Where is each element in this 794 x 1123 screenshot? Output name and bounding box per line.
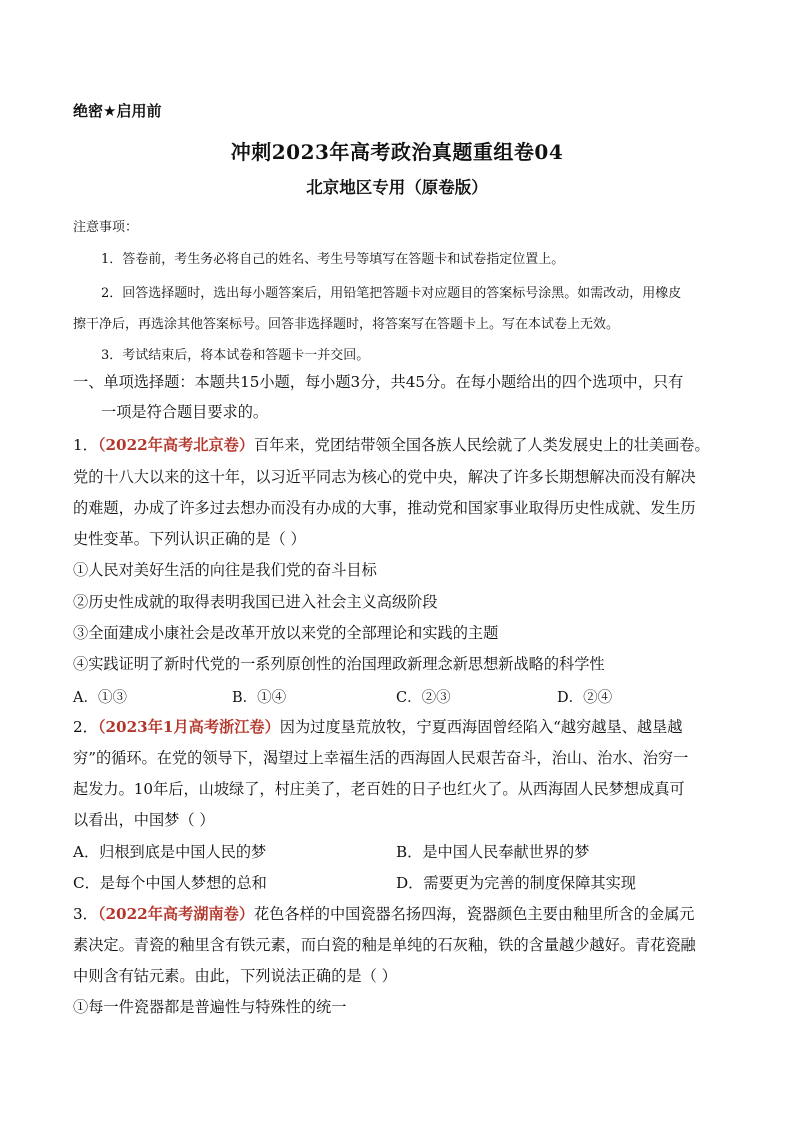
question-number: 2． bbox=[73, 718, 98, 736]
question-2-option-b: B．是中国人民奉献世界的梦 bbox=[396, 843, 590, 861]
question-1-line-3: 的难题，办成了许多过去想办而没有办成的大事，推动党和国家事业取得历史性成就、发生历 bbox=[73, 499, 696, 517]
question-text: 因为过度垦荒放牧，宁夏西海固曾经陷入“越穷越垦、越垦越 bbox=[279, 718, 683, 736]
question-1-statement-1: ①人民对美好生活的向往是我们党的奋斗目标 bbox=[73, 561, 377, 579]
question-2-line-2: 穷”的循环。在党的领导下，渴望过上幸福生活的西海固人民艰苦奋斗，治山、治水、治穷一 bbox=[73, 749, 689, 767]
notice-heading: 注意事项： bbox=[73, 220, 139, 235]
question-2-line-1 bbox=[73, 716, 682, 737]
question-1-option-a: A．①③ bbox=[73, 690, 127, 706]
notice-item-3: 3．考试结束后，将本试卷和答题卡一并交回。 bbox=[101, 348, 370, 363]
section-heading: 一、单项选择题：本题共15小题，每小题3分，共45分。在每小题给出的四个选项中，只有 bbox=[73, 373, 684, 391]
question-1-option-c: C．②③ bbox=[396, 690, 451, 706]
page-subtitle: 北京地区专用（原卷版） bbox=[306, 178, 488, 197]
question-source: （2022年高考北京卷） bbox=[97, 436, 255, 454]
question-number: 1． bbox=[73, 436, 98, 454]
question-1-statement-2: ②历史性成就的取得表明我国已进入社会主义高级阶段 bbox=[73, 593, 438, 611]
question-2-line-4: 以看出，中国梦（ ） bbox=[73, 811, 215, 829]
confidential-label: 绝密★启用前 bbox=[73, 102, 162, 120]
question-text: 花色各样的中国瓷器名扬四海，瓷器颜色主要由釉里所含的金属元 bbox=[254, 905, 695, 923]
question-1-option-d: D．②④ bbox=[557, 690, 613, 706]
question-1-line-4: 史性变革。下列认识正确的是（ ） bbox=[73, 530, 306, 548]
question-3-line-3: 中则含有钴元素。由此，下列说法正确的是（ ） bbox=[73, 967, 397, 985]
question-2-option-c: C．是每个中国人梦想的总和 bbox=[73, 874, 267, 892]
question-2-option-d: D．需要更为完善的制度保障其实现 bbox=[396, 874, 636, 892]
question-2-line-3: 起发力。10年后，山坡绿了，村庄美了，老百姓的日子也红火了。从西海固人民梦想成真可 bbox=[73, 780, 685, 798]
question-3-line-1 bbox=[73, 903, 694, 924]
notice-item-1: 1．答卷前，考生务必将自己的姓名、考生号等填写在答题卡和试卷指定位置上。 bbox=[101, 252, 565, 267]
question-1-line-2: 党的十八大以来的这十年，以习近平同志为核心的党中央，解决了许多长期想解决而没有解决 bbox=[73, 468, 696, 486]
question-1-line-1 bbox=[73, 434, 710, 455]
notice-item-2-continued: 擦干净后，再选涂其他答案标号。回答非选择题时，将答案写在答题卡上。写在本试卷上无效。 bbox=[73, 317, 620, 332]
question-1-statement-3: ③全面建成小康社会是改革开放以来党的全部理论和实践的主题 bbox=[73, 624, 499, 642]
page-title: 冲刺2023年高考政治真题重组卷04 bbox=[230, 140, 564, 164]
question-number: 3． bbox=[73, 905, 98, 923]
question-1-statement-4: ④实践证明了新时代党的一系列原创性的治国理政新理念新思想新战略的科学性 bbox=[73, 655, 605, 673]
question-text: 百年来，党团结带领全国各族人民绘就了人类发展史上的壮美画卷。 bbox=[254, 436, 710, 454]
question-3-statement-1: ①每一件瓷器都是普遍性与特殊性的统一 bbox=[73, 998, 347, 1016]
question-2-option-a: A．归根到底是中国人民的梦 bbox=[73, 843, 267, 861]
question-3-line-2: 素决定。青瓷的釉里含有铁元素，而白瓷的釉是单纯的石灰釉，铁的含量越少越好。青花瓷融 bbox=[73, 936, 696, 954]
question-1-option-b: B．①④ bbox=[232, 690, 287, 706]
question-source: （2022年高考湖南卷） bbox=[97, 905, 255, 923]
section-heading-continued: 一项是符合题目要求的。 bbox=[101, 403, 269, 421]
notice-item-2: 2．回答选择题时，选出每小题答案后，用铅笔把答题卡对应题目的答案标号涂黑。如需改动，用橡皮 bbox=[101, 286, 682, 301]
question-source: （2023年1月高考浙江卷） bbox=[97, 718, 280, 736]
